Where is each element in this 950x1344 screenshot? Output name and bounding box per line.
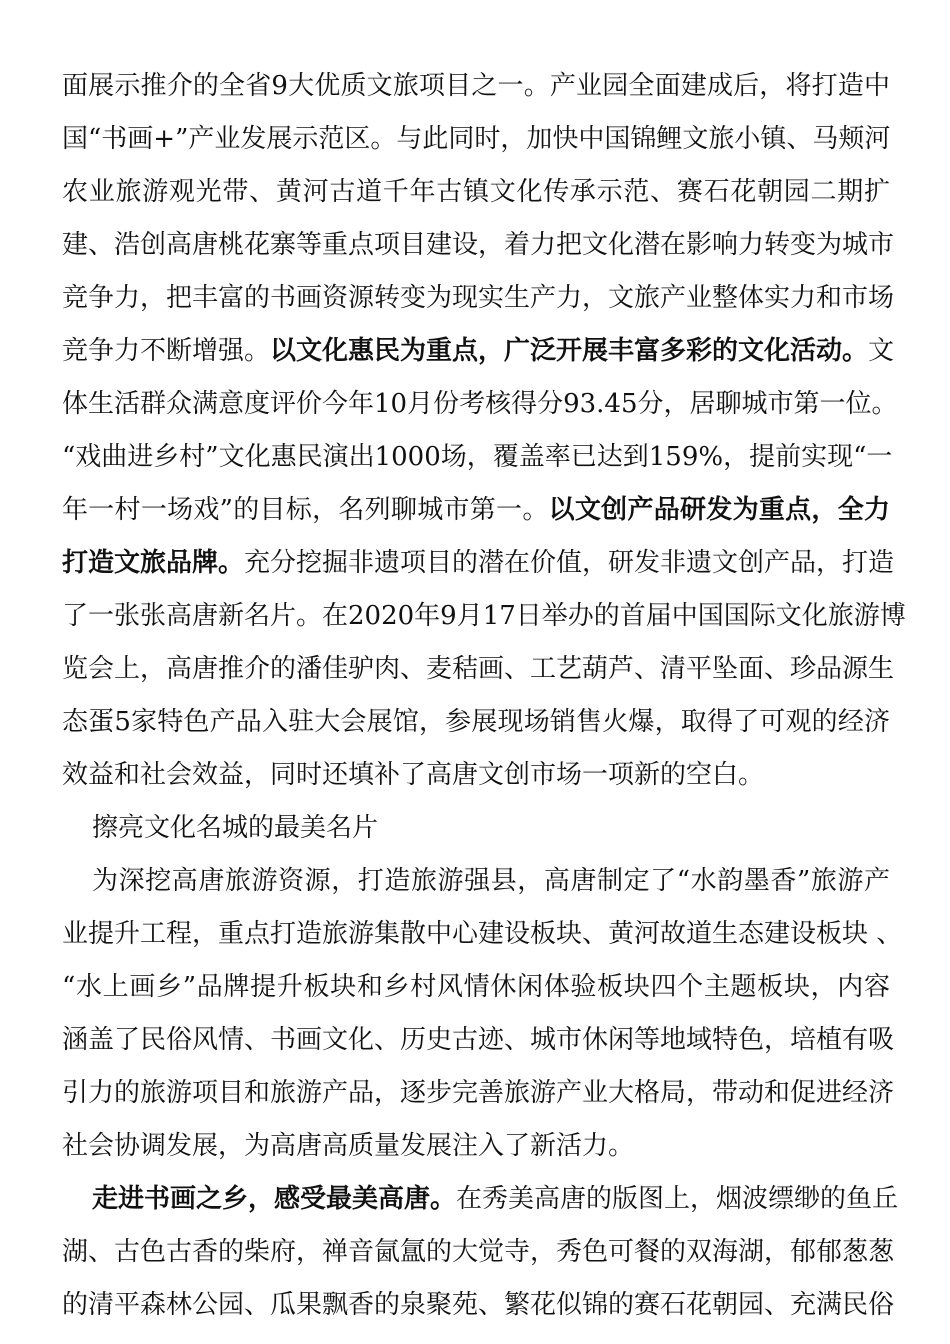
bold-lead-sentence: 走进书画之乡，感受最美高唐。 bbox=[92, 1184, 457, 1214]
text-line: 社会协调发展，为高唐高质量发展注入了新活力。 bbox=[62, 1131, 635, 1161]
text-line: 农业旅游观光带、黄河古道千年古镇文化传承示范、赛石花朝园二期扩 bbox=[62, 177, 890, 207]
text-line: 体生活群众满意度评价今年10月份考核得分93.45分，居聊城市第一位。 bbox=[62, 389, 898, 419]
text-line: 年一村一场戏”的目标，名列聊城市第一。以文创产品研发为重点，全力 bbox=[62, 495, 890, 525]
text-line: 建、浩创高唐桃花寨等重点项目建设，着力把文化潜在影响力转变为城市 bbox=[62, 230, 895, 260]
text-line: 竞争力，把丰富的书画资源转变为现实生产力，文旅产业整体实力和市场 bbox=[62, 283, 895, 313]
text-line: 态蛋5家特色产品入驻大会展馆，参展现场销售火爆，取得了可观的经济 bbox=[62, 707, 890, 737]
bold-lead-sentence: 以文化惠民为重点，广泛开展丰富多彩的文化活动。 bbox=[270, 336, 869, 366]
text-line: 湖、古色古香的柴府，禅音氤氲的大觉寺，秀色可餐的双海湖，郁郁葱葱 bbox=[62, 1237, 895, 1267]
text-line: “戏曲进乡村”文化惠民演出1000场，覆盖率已达到159%，提前实现“一 bbox=[62, 442, 893, 472]
bold-lead-sentence: 以文创产品研发为重点，全力 bbox=[548, 495, 890, 525]
text-line: 的清平森林公园、瓜果飘香的泉聚苑、繁花似锦的赛石花朝园、充满民俗 bbox=[62, 1290, 895, 1320]
text-line: 为深挖高唐旅游资源，打造旅游强县，高唐制定了“水韵墨香”旅游产 bbox=[92, 866, 890, 896]
text-line: 引力的旅游项目和旅游产品，逐步完善旅游产业大格局，带动和促进经济 bbox=[62, 1078, 895, 1108]
text-line: 涵盖了民俗风情、书画文化、历史古迹、城市休闲等地域特色，培植有吸 bbox=[62, 1025, 895, 1055]
text-line: 打造文旅品牌。充分挖掘非遗项目的潜在价值，研发非遗文创产品，打造 bbox=[62, 548, 895, 578]
section-heading: 擦亮文化名城的最美名片 bbox=[92, 813, 379, 843]
text-line: 效益和社会效益，同时还填补了高唐文创市场一项新的空白。 bbox=[62, 760, 765, 790]
text-line: 了一张张高唐新名片。在2020年9月17日举办的首届中国国际文化旅游博 bbox=[62, 601, 906, 631]
text-line: “水上画乡”品牌提升板块和乡村风情休闲体验板块四个主题板块，内容 bbox=[62, 972, 890, 1002]
text-line: 走进书画之乡，感受最美高唐。在秀美高唐的版图上，烟波缥缈的鱼丘 bbox=[92, 1184, 899, 1214]
text-line: 面展示推介的全省9大优质文旅项目之一。产业园全面建成后，将打造中 bbox=[62, 71, 890, 101]
text-line: 览会上，高唐推介的潘佳驴肉、麦秸画、工艺葫芦、清平坠面、珍品源生 bbox=[62, 654, 895, 684]
text-line: 业提升工程，重点打造旅游集散中心建设板块、黄河故道生态建设板块 、 bbox=[62, 919, 903, 949]
text-line: 竞争力不断增强。以文化惠民为重点，广泛开展丰富多彩的文化活动。文 bbox=[62, 336, 895, 366]
text-line: 国“书画+”产业发展示范区。与此同时，加快中国锦鲤文旅小镇、马颊河 bbox=[62, 124, 891, 154]
bold-lead-sentence: 打造文旅品牌。 bbox=[62, 548, 245, 578]
